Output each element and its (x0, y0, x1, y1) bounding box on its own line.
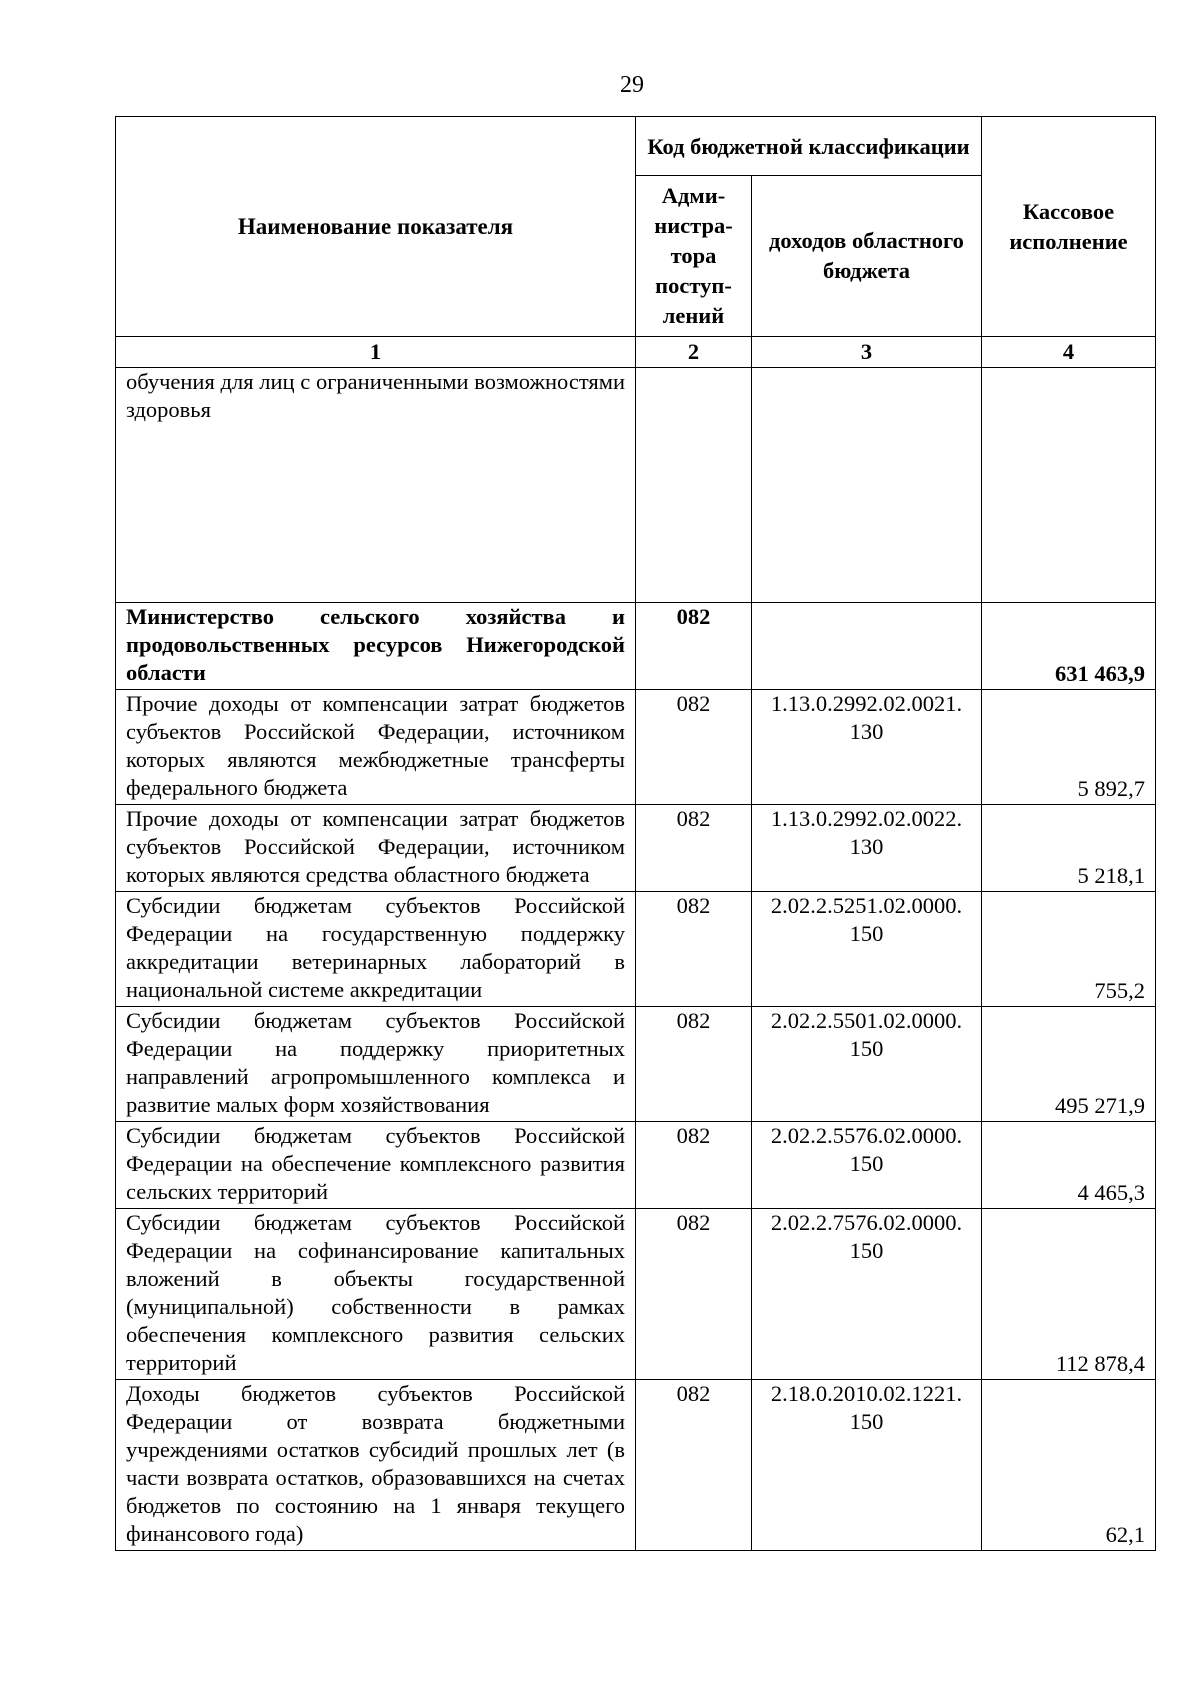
indicator-name-cell: Субсидии бюджетам субъектов Российской Федерации на обеспечение комплексного развития сельских территорий (116, 1122, 636, 1209)
budget-income-table (115, 116, 1156, 1551)
budget-classification-code-cell: 2.02.2.5251.02.0000. 150 (752, 892, 982, 1007)
indicator-name-cell: обучения для лиц с ограниченными возможностями здоровья (116, 368, 636, 603)
budget-classification-code-cell: 1.13.0.2992.02.0022. 130 (752, 805, 982, 892)
page-number: 29 (620, 72, 644, 98)
cash-execution-amount-cell: 5 218,1 (982, 805, 1156, 892)
indicator-name-cell: Субсидии бюджетам субъектов Российской Федерации на поддержку приоритетных направлений агропромышленного комплекса и развитие малых форм хозяйствования (116, 1007, 636, 1122)
budget-classification-code-cell: 2.02.2.5501.02.0000. 150 (752, 1007, 982, 1122)
budget-classification-code-cell (752, 603, 982, 690)
budget-classification-code-cell: 2.18.0.2010.02.1221. 150 (752, 1380, 982, 1551)
administrator-code-cell: 082 (636, 892, 752, 1007)
table-row (116, 1380, 1156, 1551)
table-row (116, 892, 1156, 1007)
table-row (116, 368, 1156, 603)
column-number-3: 3 (752, 337, 982, 368)
table-row (116, 805, 1156, 892)
administrator-code-cell (636, 368, 752, 603)
table-row (116, 1209, 1156, 1380)
cash-execution-amount-cell (982, 368, 1156, 603)
header-indicator-name: Наименование показателя (116, 117, 636, 337)
indicator-name-cell: Прочие доходы от компенсации затрат бюджетов субъектов Российской Федерации, источником которых являются средства областного бюджета (116, 805, 636, 892)
indicator-name-cell: Министерство сельского хозяйства и продовольственных ресурсов Нижегородской области (116, 603, 636, 690)
cash-execution-amount-cell: 112 878,4 (982, 1209, 1156, 1380)
administrator-code-cell: 082 (636, 1209, 752, 1380)
header-cash-execution: Кассовое исполнение (982, 117, 1156, 337)
column-number-1: 1 (116, 337, 636, 368)
indicator-name-cell: Субсидии бюджетам субъектов Российской Федерации на софинансирование капитальных вложений в объекты государственной (муниципальной) собственности в рамках обеспечения комплексного развития сельских территорий (116, 1209, 636, 1380)
table-row (116, 690, 1156, 805)
indicator-name-cell: Прочие доходы от компенсации затрат бюджетов субъектов Российской Федерации, источником которых являются межбюджетные трансферты федерального бюджета (116, 690, 636, 805)
indicator-name-cell: Субсидии бюджетам субъектов Российской Федерации на государственную поддержку аккредитации ветеринарных лабораторий в национальной системе аккредитации (116, 892, 636, 1007)
administrator-code-cell: 082 (636, 603, 752, 690)
administrator-code-cell: 082 (636, 1380, 752, 1551)
table-row (116, 1122, 1156, 1209)
table-row (116, 603, 1156, 690)
table-body (116, 368, 1156, 1551)
cash-execution-amount-cell: 62,1 (982, 1380, 1156, 1551)
administrator-code-cell: 082 (636, 690, 752, 805)
header-revenue-administrator: Адми-нистра-тора поступ-лений (636, 176, 752, 337)
budget-classification-code-cell: 2.02.2.5576.02.0000. 150 (752, 1122, 982, 1209)
column-number-2: 2 (636, 337, 752, 368)
cash-execution-amount-cell: 4 465,3 (982, 1122, 1156, 1209)
column-number-4: 4 (982, 337, 1156, 368)
budget-classification-code-cell (752, 368, 982, 603)
indicator-name-cell: Доходы бюджетов субъектов Российской Федерации от возврата бюджетными учреждениями остатков субсидий прошлых лет (в части возврата остатков, образовавшихся на счетах бюджетов по состоянию на 1 января текущего финансового года) (116, 1380, 636, 1551)
administrator-code-cell: 082 (636, 805, 752, 892)
cash-execution-amount-cell: 631 463,9 (982, 603, 1156, 690)
administrator-code-cell: 082 (636, 1007, 752, 1122)
budget-classification-code-cell: 2.02.2.7576.02.0000. 150 (752, 1209, 982, 1380)
cash-execution-amount-cell: 755,2 (982, 892, 1156, 1007)
header-budget-code-group: Код бюджетной классификации (636, 117, 982, 176)
administrator-code-cell: 082 (636, 1122, 752, 1209)
cash-execution-amount-cell: 5 892,7 (982, 690, 1156, 805)
budget-classification-code-cell: 1.13.0.2992.02.0021. 130 (752, 690, 982, 805)
header-regional-budget-revenue: доходов областного бюджета (752, 176, 982, 337)
cash-execution-amount-cell: 495 271,9 (982, 1007, 1156, 1122)
table-row (116, 1007, 1156, 1122)
